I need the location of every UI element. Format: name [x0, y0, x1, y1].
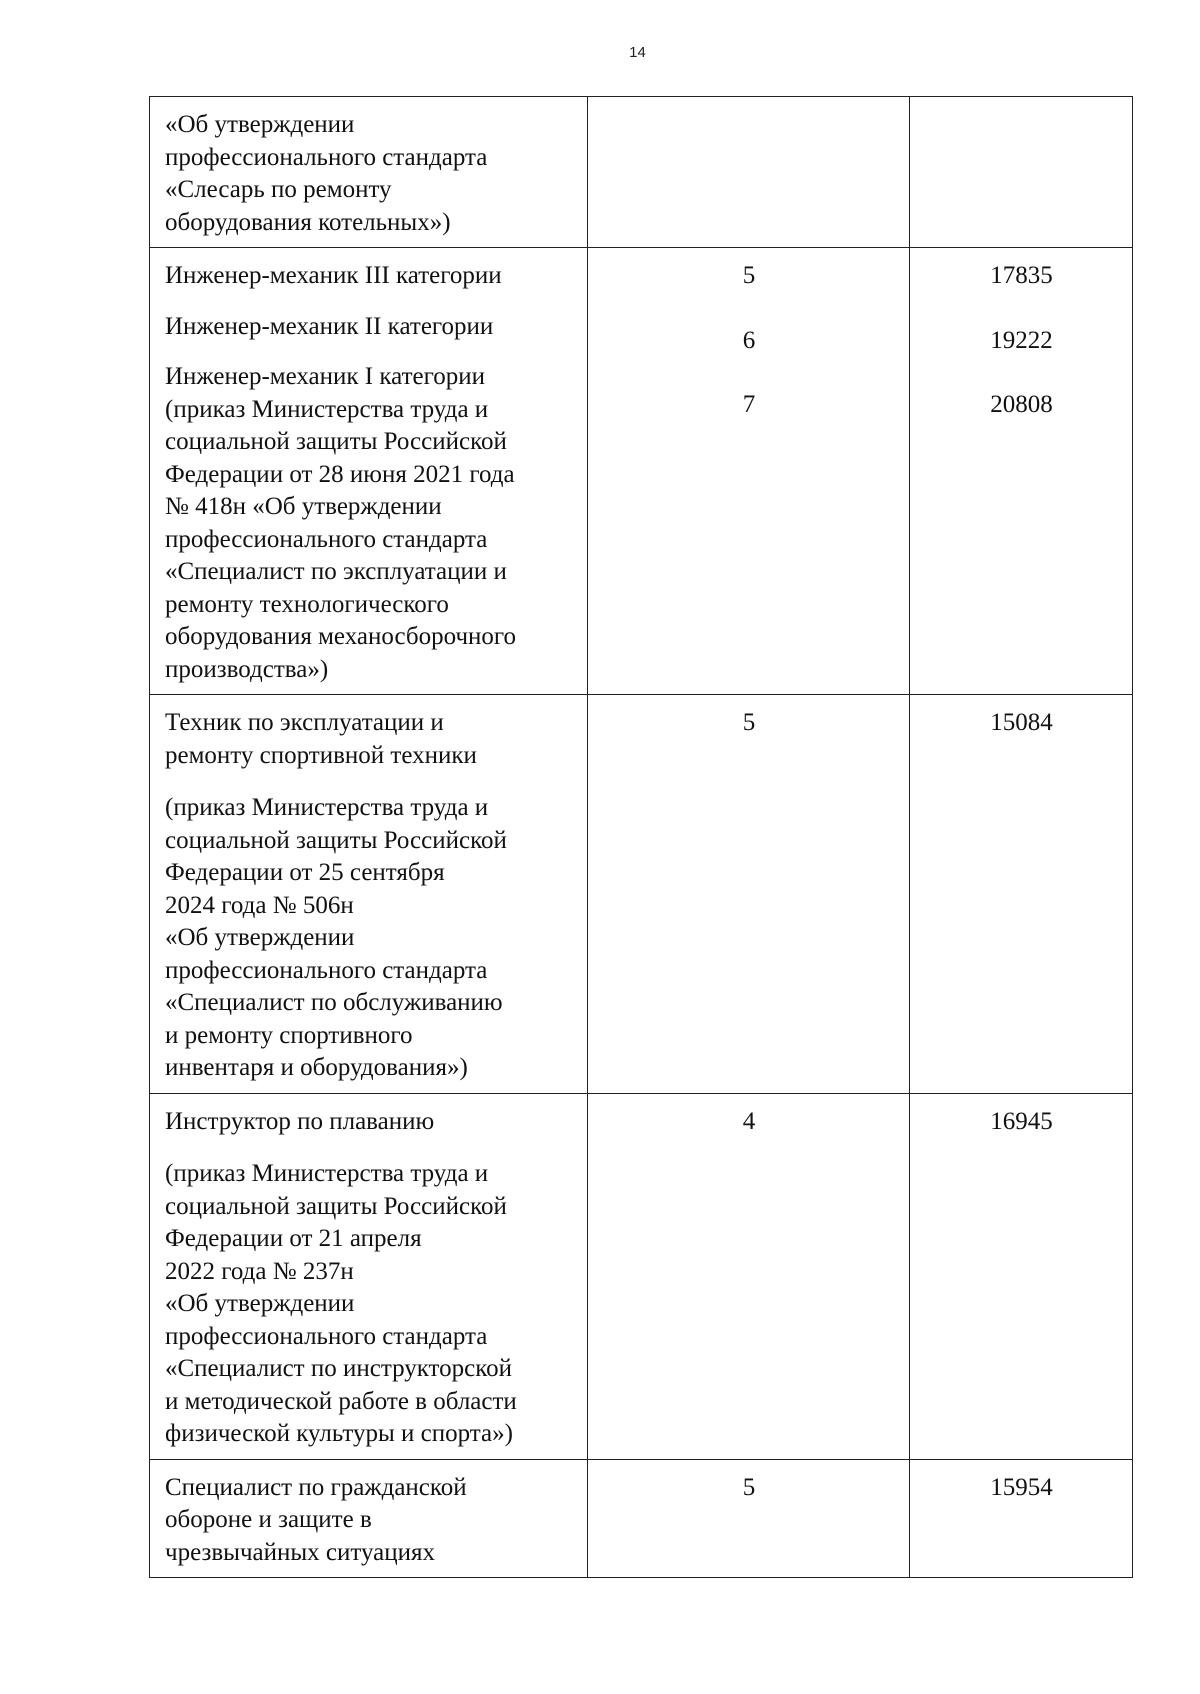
order-reference: (приказ Министерства труда и социальной защиты Российской Федерации от 25 сентября 2024 года № 506н «Об утверждении профессионального стандарта «Специалист по обслуживанию и ремонту спортивного инвентаря и оборудования») [165, 794, 507, 1081]
salary-cell: 15954 [910, 1459, 1133, 1578]
qualification-level-cell: 5 [588, 695, 910, 1094]
salary-value: 17835 [990, 262, 1053, 289]
position-cell [150, 97, 588, 248]
qualification-level: 7 [742, 391, 756, 418]
position-title: Техник по эксплуатации и ремонту спортивной техники [165, 709, 477, 769]
table-row [150, 97, 1133, 248]
position-title: Инженер-механик III категории [165, 262, 502, 289]
qualification-level: 6 [742, 326, 756, 354]
position-title: Инженер-механик I категории [165, 363, 485, 390]
salary-cell: 16945 [910, 1093, 1133, 1459]
position-salary-table [149, 96, 1133, 1578]
position-title: Специалист по гражданской обороне и защите в чрезвычайных ситуациях [165, 1473, 467, 1566]
qualification-level-cell: 5 [588, 1459, 910, 1578]
salary-cell: 15084 [910, 695, 1133, 1094]
qualification-level-cell [588, 97, 910, 248]
table-row [150, 1459, 1133, 1578]
salary-value: 19222 [990, 326, 1053, 354]
salary-cell [910, 248, 1133, 695]
table-row [150, 248, 1133, 695]
table-row [150, 1093, 1133, 1459]
order-line: «Об утверждении [165, 111, 355, 138]
position-title: Инструктор по плаванию [165, 1107, 435, 1135]
position-cell [150, 248, 588, 695]
qualification-level-cell: 4 [588, 1093, 910, 1459]
table-row [150, 695, 1133, 1094]
page-number: 14 [629, 44, 646, 61]
order-line: оборудования котельных») [165, 208, 451, 236]
salary-value: 20808 [990, 391, 1053, 418]
order-reference: (приказ Министерства труда и социальной защиты Российской Федерации от 28 июня 2021 года № 418н «Об утверждении профессионального стандарта «Специалист по эксплуатации и ремонту технологического оборудования механосборочного производства») [165, 395, 517, 683]
qualification-level-cell [588, 248, 910, 695]
position-title: Инженер-механик II категории [165, 312, 494, 340]
order-line: «Слесарь по ремонту [165, 176, 392, 203]
position-cell [150, 695, 588, 1094]
order-reference: (приказ Министерства труда и социальной защиты Российской Федерации от 21 апреля 2022 года № 237н «Об утверждении профессионального стандарта «Специалист по инструкторской и методической работе в области физической культуры и спорта») [165, 1160, 517, 1447]
order-line: профессионального стандарта [165, 143, 488, 171]
position-cell [150, 1459, 588, 1578]
position-cell [150, 1093, 588, 1459]
salary-cell [910, 97, 1133, 248]
qualification-level: 5 [742, 262, 756, 289]
